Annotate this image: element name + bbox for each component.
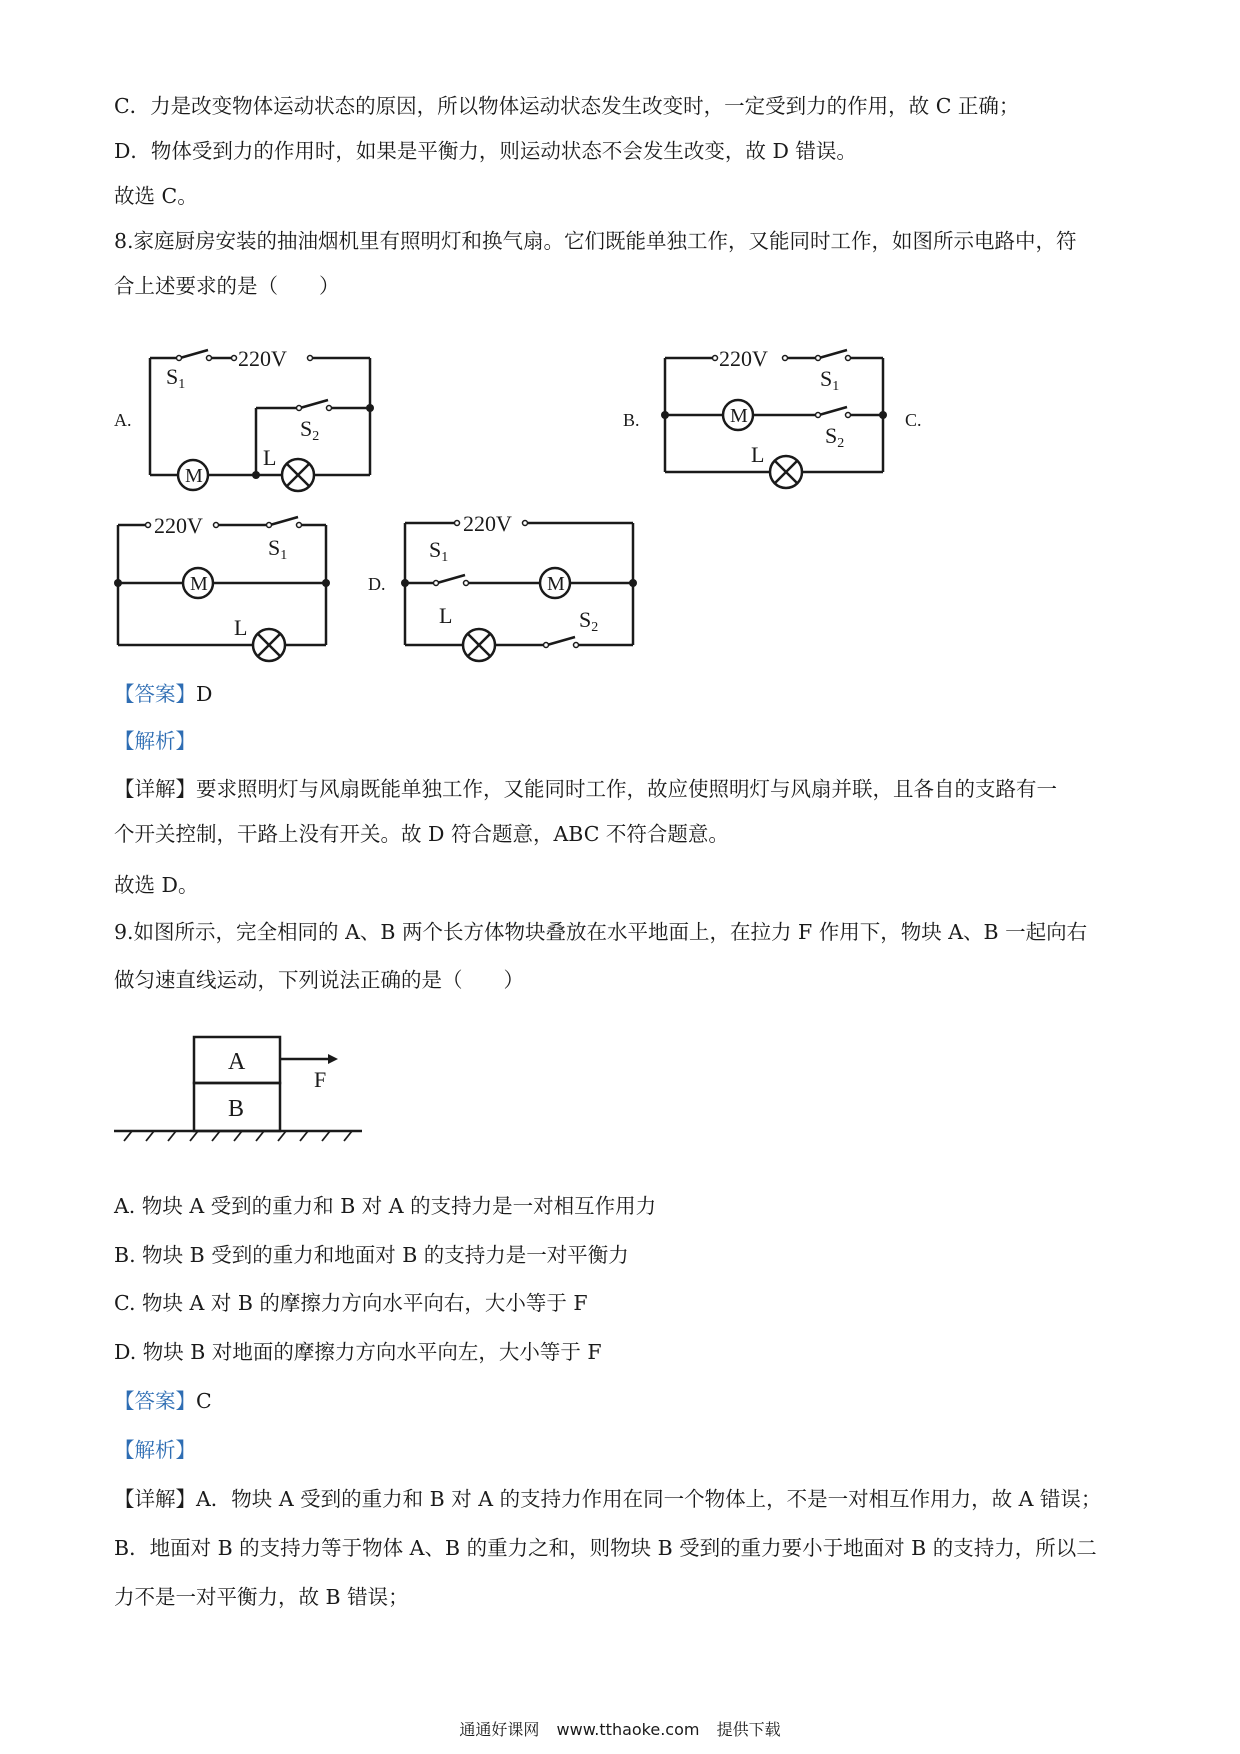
analysis-label: 【解析】 bbox=[114, 729, 196, 753]
answer-line bbox=[114, 1387, 212, 1415]
switch-label-s: S bbox=[429, 537, 442, 562]
page-footer bbox=[0, 1717, 1240, 1740]
text-line: 故选 C。 bbox=[114, 184, 198, 208]
text-line: 力不是一对平衡力，故 B 错误； bbox=[114, 1585, 409, 1609]
question-9-text: 9.如图所示，完全相同的 A、B 两个长方体物块叠放在水平地面上，在拉力 F 作用下，物块 A、B 一起向右 bbox=[114, 920, 1088, 944]
option-d-label: D. bbox=[368, 574, 386, 594]
subscript: 1 bbox=[178, 377, 186, 392]
voltage-label: 220V bbox=[719, 346, 768, 371]
detail-line bbox=[114, 775, 1057, 803]
force-label: F bbox=[314, 1067, 327, 1092]
detail-line bbox=[114, 1485, 1101, 1513]
voltage-label: 220V bbox=[463, 511, 512, 536]
svg-text:S1 bbox=[429, 537, 448, 565]
option-b: B. 物块 B 受到的重力和地面对 B 的支持力是一对平衡力 bbox=[114, 1243, 629, 1267]
block-diagram bbox=[110, 1025, 380, 1155]
subscript: 1 bbox=[832, 379, 840, 394]
block-b-label: B bbox=[228, 1096, 245, 1122]
footer-url[interactable]: www.tthaoke.com bbox=[556, 1720, 700, 1739]
subscript: 2 bbox=[312, 429, 320, 444]
lamp-label: L bbox=[439, 603, 453, 628]
motor-label: M bbox=[730, 405, 748, 427]
motor-label: M bbox=[190, 573, 208, 595]
detail-label: 【详解】 bbox=[114, 777, 196, 801]
footer-download: 提供下载 bbox=[716, 1720, 781, 1739]
answer-label: 【答案】 bbox=[114, 1389, 196, 1413]
lamp-label: L bbox=[751, 442, 765, 467]
svg-text:S1 bbox=[268, 535, 287, 563]
detail-label: 【详解】 bbox=[114, 1487, 196, 1511]
subscript: 1 bbox=[441, 550, 449, 565]
subscript: 2 bbox=[591, 620, 599, 635]
option-a-label: A. bbox=[114, 410, 132, 430]
footer-site-name: 通通好课网 bbox=[459, 1720, 540, 1739]
subscript: 1 bbox=[280, 548, 288, 563]
option-c: C. 物块 A 对 B 的摩擦力方向水平向右，大小等于 F bbox=[114, 1291, 588, 1315]
circuit-diagram-a bbox=[140, 340, 380, 500]
analysis-line bbox=[114, 1436, 196, 1464]
answer-label: 【答案】 bbox=[114, 682, 196, 706]
motor-label: M bbox=[185, 465, 203, 487]
detail-text: 要求照明灯与风扇既能单独工作，又能同时工作，故应使照明灯与风扇并联，且各自的支路有一 bbox=[196, 777, 1057, 801]
text-line: B．地面对 B 的支持力等于物体 A、B 的重力之和，则物块 B 受到的重力要小于地面对 B 的支持力，所以二 bbox=[114, 1536, 1097, 1560]
text-line: D．物体受到力的作用时，如果是平衡力，则运动状态不会发生改变，故 D 错误。 bbox=[114, 139, 857, 163]
voltage-label: 220V bbox=[154, 513, 203, 538]
circuit-diagram-d bbox=[395, 505, 645, 665]
switch-label-s: S bbox=[166, 364, 179, 389]
svg-text:S2 bbox=[579, 607, 598, 635]
answer-value: D bbox=[196, 682, 213, 706]
switch-label-s: S bbox=[579, 607, 592, 632]
motor-label: M bbox=[547, 573, 565, 595]
switch-label-s: S bbox=[300, 416, 313, 441]
lamp-label: L bbox=[263, 445, 277, 470]
option-a: A. 物块 A 受到的重力和 B 对 A 的支持力是一对相互作用力 bbox=[114, 1194, 657, 1218]
detail-text: A．物块 A 受到的重力和 B 对 A 的支持力作用在同一个物体上，不是一对相互作用力，故 A 错误； bbox=[196, 1487, 1102, 1511]
option-c-label: C. bbox=[905, 410, 922, 430]
circuit-diagram-b bbox=[655, 340, 895, 500]
switch-label-s: S bbox=[268, 535, 281, 560]
lamp-label: L bbox=[234, 615, 248, 640]
text-line: 故选 D。 bbox=[114, 873, 199, 897]
switch-label-s: S bbox=[820, 366, 833, 391]
question-8-text: 合上述要求的是（ ） bbox=[114, 274, 340, 298]
switch-label-s: S bbox=[825, 423, 838, 448]
question-9-text: 做匀速直线运动，下列说法正确的是（ ） bbox=[114, 968, 524, 992]
svg-text:S1 bbox=[166, 364, 185, 392]
question-8-text: 8.家庭厨房安装的抽油烟机里有照明灯和换气扇。它们既能单独工作，又能同时工作，如图所示电路中，符 bbox=[114, 229, 1077, 253]
subscript: 2 bbox=[837, 436, 845, 451]
answer-value: C bbox=[196, 1389, 212, 1413]
option-b-label: B. bbox=[623, 410, 640, 430]
text-line: C．力是改变物体运动状态的原因，所以物体运动状态发生改变时，一定受到力的作用，故 C 正确； bbox=[114, 94, 1020, 118]
svg-text:S1 bbox=[820, 366, 839, 394]
analysis-line bbox=[114, 727, 196, 755]
answer-line bbox=[114, 680, 212, 708]
voltage-label: 220V bbox=[238, 346, 287, 371]
svg-text:S2 bbox=[825, 423, 844, 451]
block-a-label: A bbox=[228, 1049, 246, 1075]
circuit-diagram-c bbox=[108, 505, 338, 665]
svg-text:S2 bbox=[300, 416, 319, 444]
text-line: 个开关控制，干路上没有开关。故 D 符合题意，ABC 不符合题意。 bbox=[114, 822, 729, 846]
analysis-label: 【解析】 bbox=[114, 1438, 196, 1462]
option-d: D. 物块 B 对地面的摩擦力方向水平向左，大小等于 F bbox=[114, 1340, 602, 1364]
